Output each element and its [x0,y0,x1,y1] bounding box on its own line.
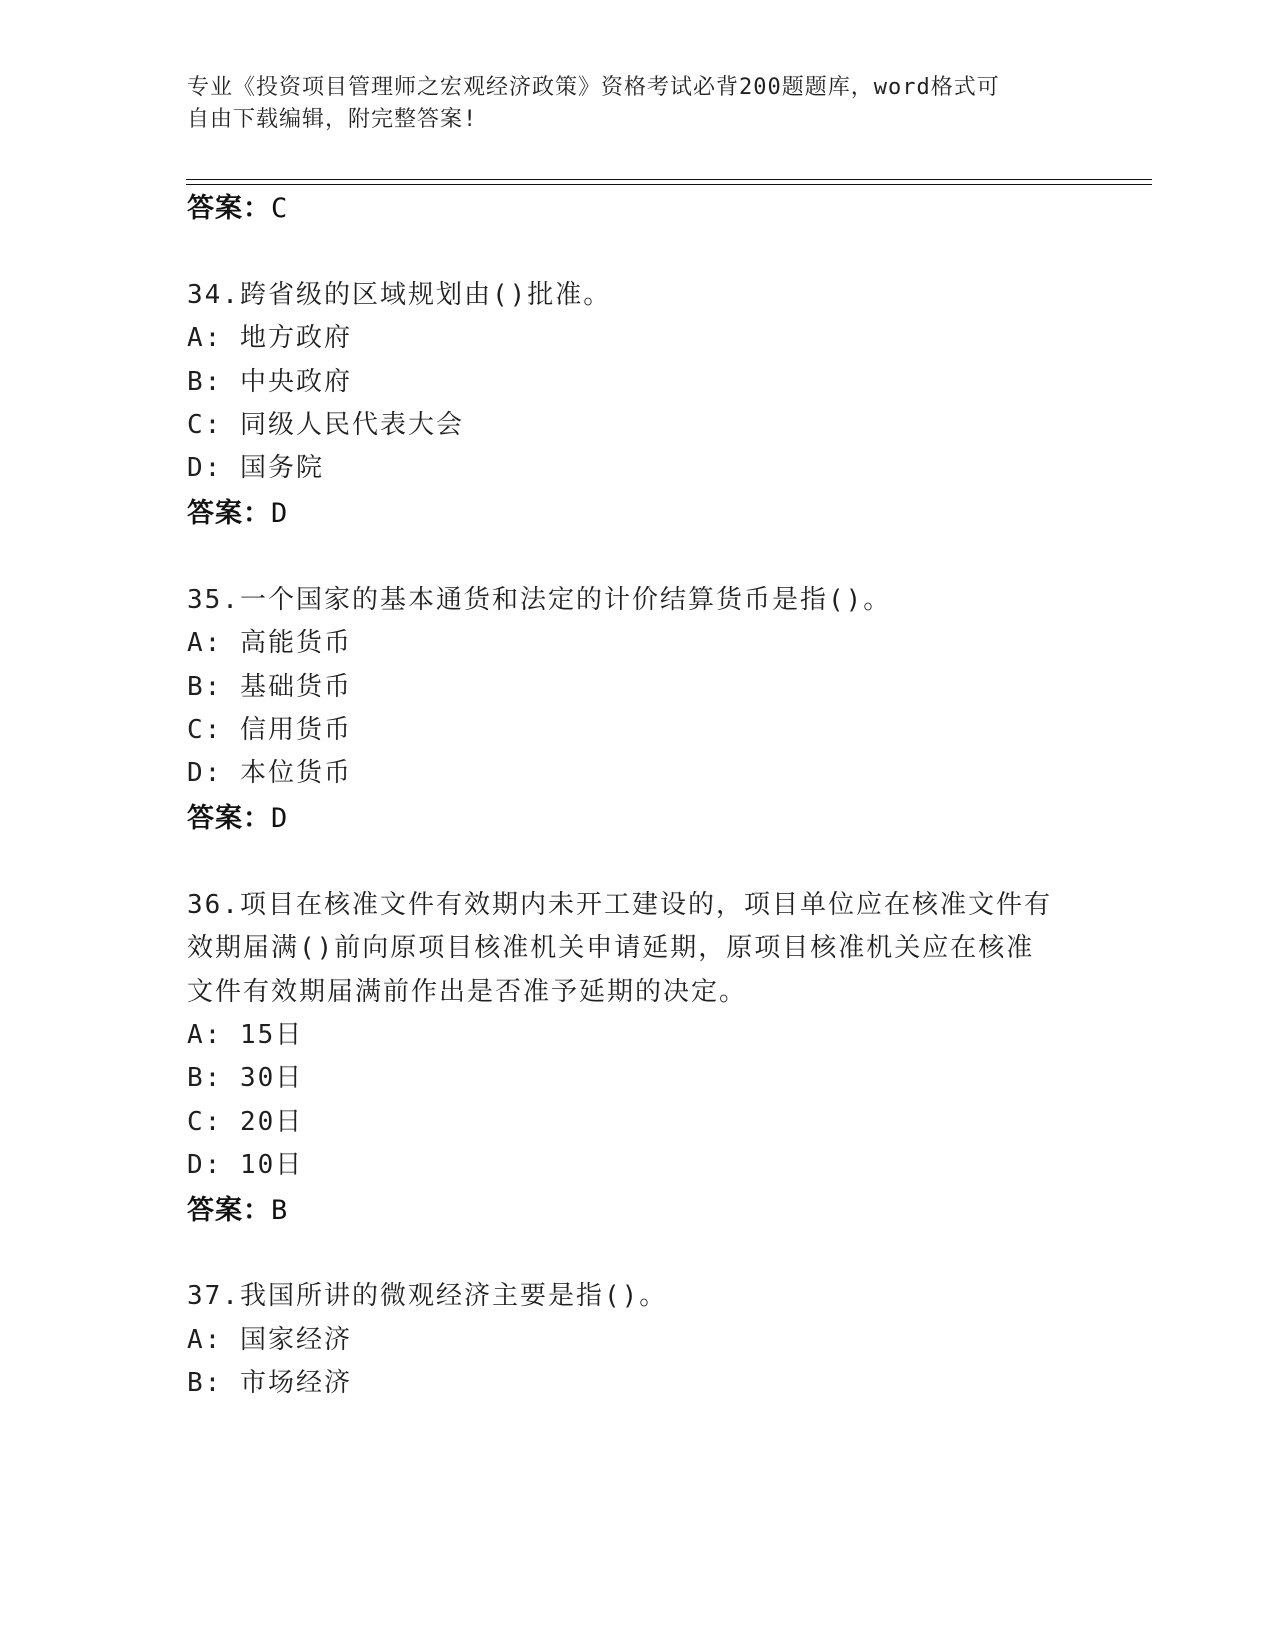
question-37-stem: 37.我国所讲的微观经济主要是指()。 [187,1281,668,1311]
answer-label: 答案： [187,803,271,834]
question-36-stem-line-1: 36.项目在核准文件有效期内未开工建设的，项目单位应在核准文件有 [187,890,1052,920]
answer-label: 答案： [187,498,271,529]
answer-q36 [187,1188,288,1227]
question-35-option-c: C: 信用货币 [187,715,352,745]
question-36-option-b: B: 30日 [187,1063,304,1093]
question-36-option-d: D: 10日 [187,1150,304,1180]
question-34-option-c: C: 同级人民代表大会 [187,410,464,440]
answer-q34 [187,491,288,530]
question-35-option-a: A: 高能货币 [187,628,352,658]
answer-q33 [187,186,288,225]
question-36-option-a: A: 15日 [187,1020,304,1050]
question-36-stem-line-2: 效期届满()前向原项目核准机关申请延期，原项目核准机关应在核准 [187,933,1035,963]
header-divider-bottom [186,184,1152,185]
document-header [187,72,1067,136]
answer-value: B [271,1195,289,1226]
question-34-option-a: A: 地方政府 [187,323,352,353]
answer-value: C [271,193,289,224]
question-35-option-b: B: 基础货币 [187,672,352,702]
question-35-stem: 35.一个国家的基本通货和法定的计价结算货币是指()。 [187,585,892,615]
question-36-stem-line-3: 文件有效期届满前作出是否准予延期的决定。 [187,977,748,1007]
question-37-option-a: A: 国家经济 [187,1325,352,1355]
question-35-option-d: D: 本位货币 [187,758,352,788]
answer-value: D [271,498,289,529]
question-37-option-b: B: 市场经济 [187,1368,352,1398]
header-line-2: 自由下载编辑，附完整答案! [187,107,478,132]
header-divider-top [186,179,1152,180]
answer-q35 [187,796,288,835]
question-34-option-d: D: 国务院 [187,453,324,483]
question-36-option-c: C: 20日 [187,1107,304,1137]
header-line-1: 专业《投资项目管理师之宏观经济政策》资格考试必背200题题库，word格式可 [187,75,1000,100]
answer-label: 答案： [187,193,271,224]
question-34-option-b: B: 中央政府 [187,367,352,397]
answer-value: D [271,803,289,834]
answer-label: 答案： [187,1195,271,1226]
question-34-stem: 34.跨省级的区域规划由()批准。 [187,280,612,310]
